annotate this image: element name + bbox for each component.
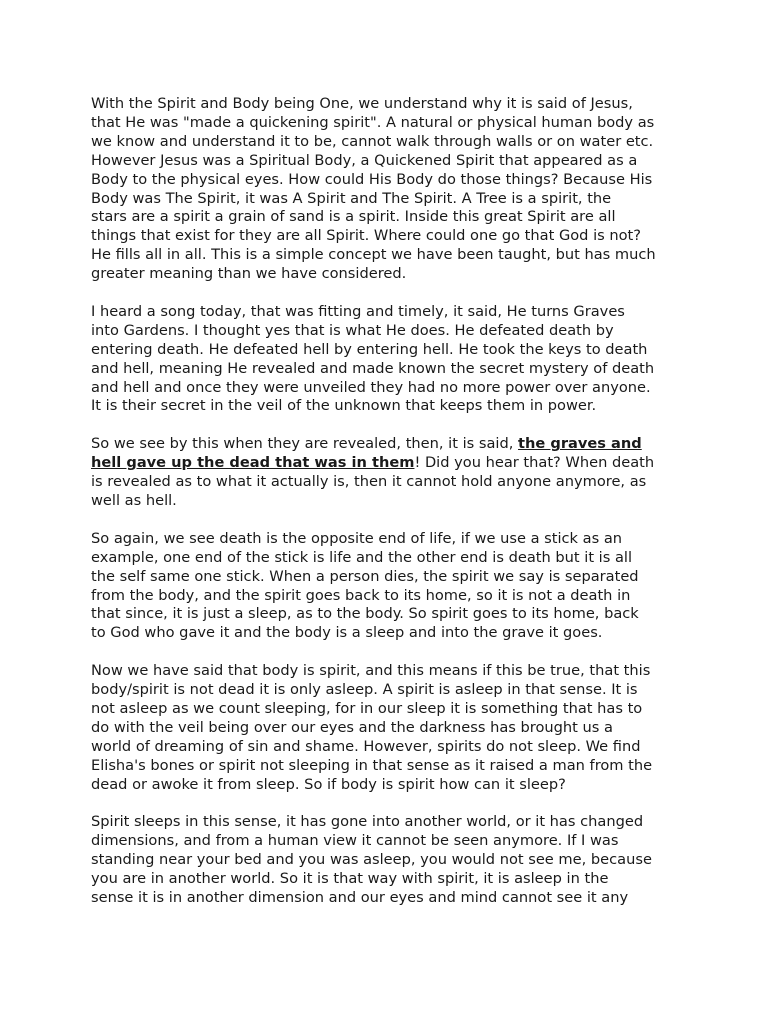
paragraph-3-text-start: So we see by this when they are revealed, then, it is said, <box>91 435 519 453</box>
emphasized-quote: the graves and hell gave up the dead that was in them <box>91 435 642 472</box>
paragraph-5: Now we have said that body is spirit, and this means if this be true, that this body/spirit is not dead it is only asleep. A spirit is asleep in that sense. It is not asleep as we count sleeping, for in our sleep it is something that has to do with the veil being over our eyes and the darkness has brought us a world of dreaming of sin and shame. However, spirits do not sleep. We find Elisha's bones or spirit not sleeping in that sense as it raised a man from the dead or awoke it from sleep. So if body is spirit how can it sleep? <box>91 662 653 793</box>
paragraph-4: So again, we see death is the opposite end of life, if we use a stick as an example, one end of the stick is life and the other end is death but it is all the self same one stick. When a person dies, the spirit we say is separated from the body, and the spirit goes back to its home, so it is not a death in that since, it is just a sleep, as to the body. So spirit goes to its home, back to God who gave it and the body is a sleep and into the grave it goes. <box>91 529 639 642</box>
paragraph-3 <box>91 435 681 511</box>
paragraph-3-text-end: ! Did you hear that? When death is revealed as to what it actually is, then it cannot hold anyone anymore, as well as hell. <box>91 454 655 509</box>
document-page <box>91 95 681 927</box>
paragraph-1: With the Spirit and Body being One, we understand why it is said of Jesus, that He was "made a quickening spirit". A natural or physical human body as we know and understand it to be, cannot walk through walls or on water etc. However Jesus was a Spiritual Body, a Quickened Spirit that appeared as a Body to the physical eyes. How could His Body do those things? Because His Body was The Spirit, it was A Spirit and The Spirit. A Tree is a spirit, the stars are a spirit a grain of sand is a spirit. Inside this great Spirit are all things that exist for they are all Spirit. Where could one go that God is not? He fills all in all. This is a simple concept we have been taught, but has much greater meaning than we have considered. <box>91 95 656 283</box>
paragraph-6: Spirit sleeps in this sense, it has gone into another world, or it has changed dimensions, and from a human view it cannot be seen anymore. If I was standing near your bed and you was asleep, you would not see me, because you are in another world. So it is that way with spirit, it is asleep in the sense it is in another dimension and our eyes and mind cannot see it any <box>91 813 652 906</box>
paragraph-2: I heard a song today, that was fitting and timely, it said, He turns Graves into Gardens. I thought yes that is what He does. He defeated death by entering death. He defeated hell by entering hell. He took the keys to death and hell, meaning He revealed and made known the secret mystery of death and hell and once they were unveiled they had no more power over anyone. It is their secret in the veil of the unknown that keeps them in power. <box>91 302 655 415</box>
